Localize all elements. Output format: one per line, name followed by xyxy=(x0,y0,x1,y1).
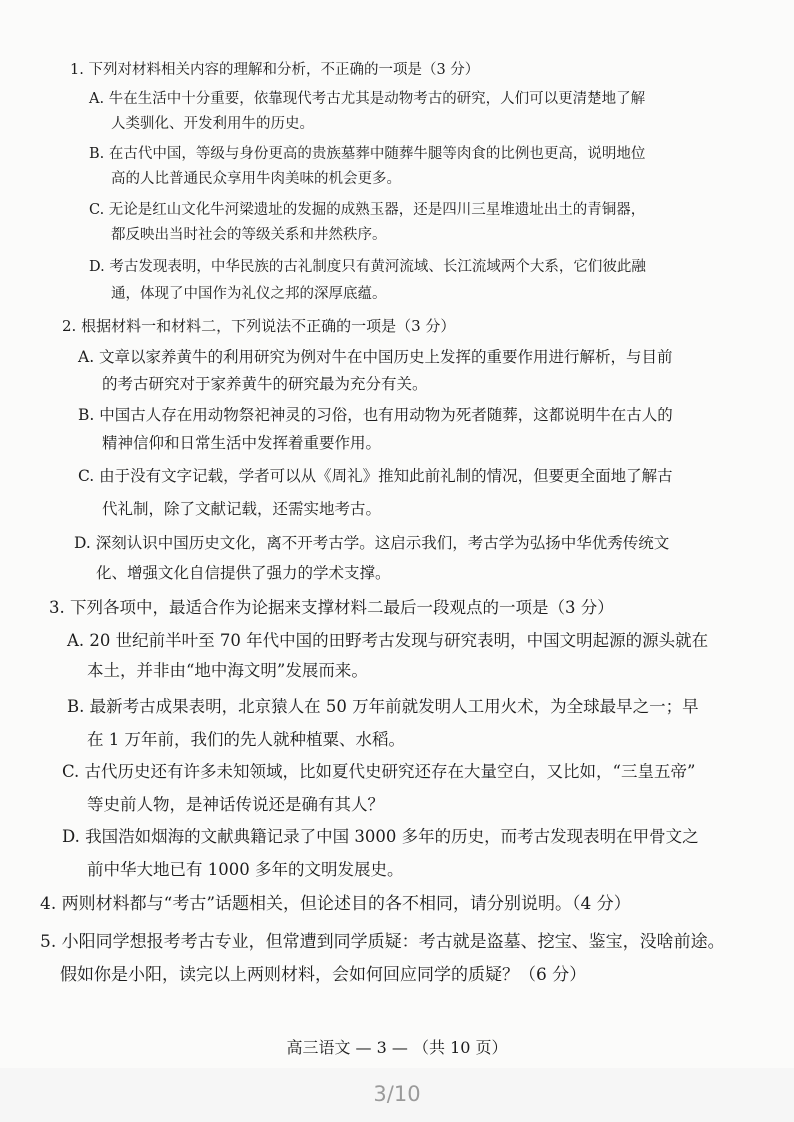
question-5-line-2: 假如你是小阳，读完以上两则材料，会如何回应同学的质疑？（6 分） xyxy=(60,965,587,985)
question-1-option-a-line-1: A. 牛在生活中十分重要，依靠现代考古尤其是动物考古的研究，人们可以更清楚地了解 xyxy=(89,91,646,107)
question-2-option-d-line-2: 化、增强文化自信提供了强力的学术支撑。 xyxy=(96,564,391,582)
question-3-option-b-line-2: 在 1 万年前，我们的先人就种植粟、水稻。 xyxy=(87,730,405,749)
question-3-option-d-line-2: 前中华大地已有 1000 多年的文明发展史。 xyxy=(87,860,404,879)
question-3-option-c-line-2: 等史前人物，是神话传说还是确有其人？ xyxy=(87,795,384,814)
question-1-option-b-line-2: 高的人比普通民众享用牛肉美味的机会更多。 xyxy=(111,171,401,187)
question-1-option-c-line-2: 都反映出当时社会的等级关系和井然秩序。 xyxy=(111,227,387,243)
question-3-option-a-line-2: 本土，并非由“地中海文明”发展而来。 xyxy=(87,661,368,680)
question-3-option-b-line-1: B. 最新考古成果表明，北京猿人在 50 万年前就发明人工用火术，为全球最早之一；早 xyxy=(67,697,699,716)
question-3-option-d-line-1: D. 我国浩如烟海的文献典籍记录了中国 3000 多年的历史，而考古发现表明在甲骨文之 xyxy=(62,827,699,846)
question-1-option-d-line-1: D. 考古发现表明，中华民族的古礼制度只有黄河流域、长江流域两个大系，它们彼此融 xyxy=(89,259,646,275)
question-2-option-b-line-2: 精神信仰和日常生活中发挥着重要作用。 xyxy=(102,434,382,452)
question-2-option-b-line-1: B. 中国古人存在用动物祭祀神灵的习俗，也有用动物为死者随葬，这都说明牛在古人的 xyxy=(78,406,673,424)
page-indicator: 3/10 xyxy=(373,1082,421,1106)
question-1-option-d-line-2: 通，体现了中国作为礼仪之邦的深厚底蕴。 xyxy=(111,286,387,302)
question-2-option-c-line-2: 代礼制，除了文献记载，还需实地考古。 xyxy=(102,500,382,518)
question-3-stem: 3. 下列各项中，最适合作为论据来支撑材料二最后一段观点的一项是（3 分） xyxy=(49,598,614,617)
question-1-option-b-line-1: B. 在古代中国，等级与身份更高的贵族墓葬中随葬牛腿等肉食的比例也更高，说明地位 xyxy=(89,146,646,162)
question-2-stem: 2. 根据材料一和材料二，下列说法不正确的一项是（3 分） xyxy=(62,317,456,335)
question-5-line-1: 5. 小阳同学想报考考古专业，但常遭到同学质疑：考古就是盗墓、挖宝、鉴宝，没啥前途。 xyxy=(40,932,725,952)
question-2-option-a-line-2: 的考古研究对于家养黄牛的研究最为充分有关。 xyxy=(102,375,428,393)
question-2-option-d-line-1: D. 深刻认识中国历史文化，离不开考古学。这启示我们，考古学为弘扬中华优秀传统文 xyxy=(74,534,670,552)
question-1-option-c-line-1: C. 无论是红山文化牛河梁遗址的发掘的成熟玉器，还是四川三星堆遗址出土的青铜器， xyxy=(89,202,646,218)
page-footer: 高三语文 — 3 — （共 10 页） xyxy=(286,1038,508,1057)
question-1-option-a-line-2: 人类驯化、开发利用牛的历史。 xyxy=(111,116,314,132)
question-2-option-a-line-1: A. 文章以家养黄牛的利用研究为例对牛在中国历史上发挥的重要作用进行解析，与目前 xyxy=(78,348,673,366)
question-3-option-a-line-1: A. 20 世纪前半叶至 70 年代中国的田野考古发现与研究表明，中国文明起源的源头就在 xyxy=(67,631,709,650)
question-4: 4. 两则材料都与“考古”话题相关，但论述目的各不相同，请分别说明。（4 分） xyxy=(40,894,631,914)
question-2-option-c-line-1: C. 由于没有文字记载，学者可以从《周礼》推知此前礼制的情况，但要更全面地了解古 xyxy=(78,467,673,485)
question-1-stem: 1. 下列对材料相关内容的理解和分析，不正确的一项是（3 分） xyxy=(70,62,480,78)
question-3-option-c-line-1: C. 古代历史还有许多未知领域，比如夏代史研究还存在大量空白，又比如，“三皇五帝” xyxy=(62,762,696,781)
